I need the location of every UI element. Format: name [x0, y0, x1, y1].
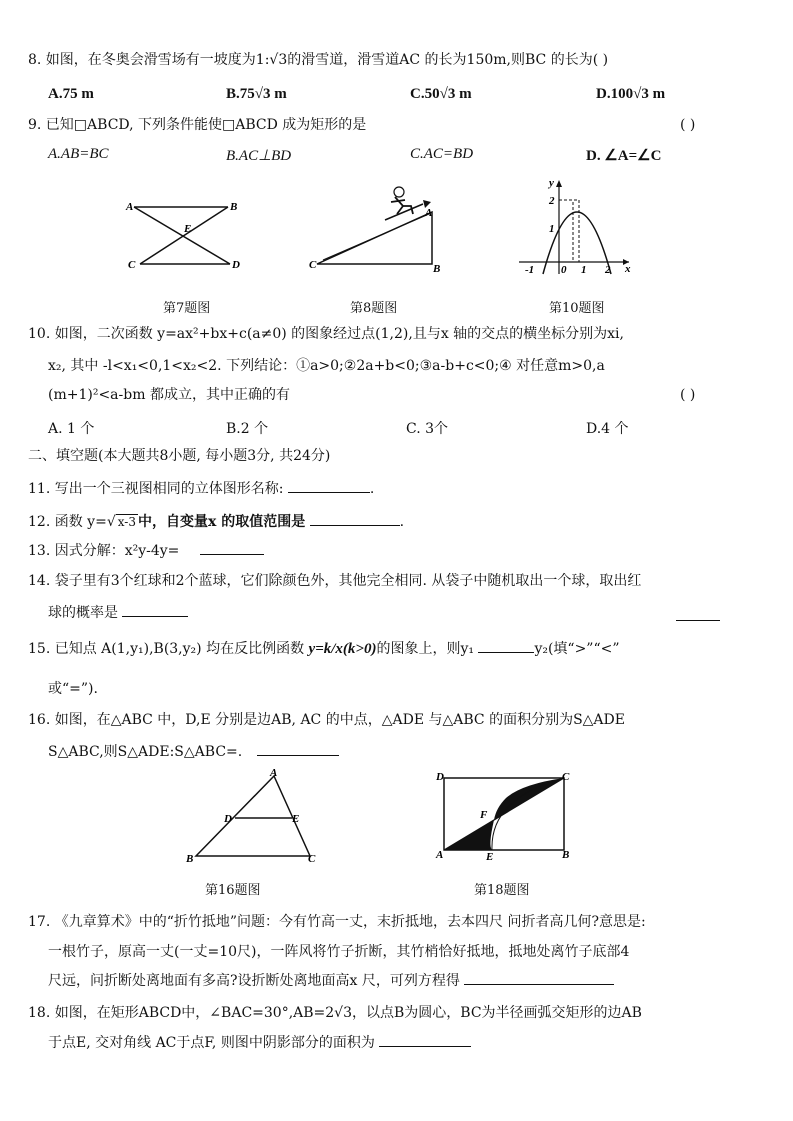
figure-7 — [120, 190, 250, 280]
fig8-label-c: C — [309, 259, 317, 271]
q17-line1: 17. 《九章算术》中的“折竹抵地”问题：今有竹高一丈，末折抵地，去本四尺 问折者高几何?意思是: — [28, 914, 646, 930]
caption-fig16: 第16题图 — [205, 883, 261, 898]
q13-answer-blank[interactable] — [200, 540, 264, 555]
caption-fig18: 第18题图 — [474, 883, 530, 898]
fig10-label-x: x — [625, 263, 631, 275]
q14-line2 — [48, 602, 188, 623]
fig10-label-x2: 2 — [605, 264, 611, 276]
fig10-label-x1: 1 — [581, 264, 587, 276]
figure-16 — [184, 768, 324, 868]
fig10-label-neg1: -1 — [525, 264, 535, 276]
q15-line2: 或“=”). — [48, 681, 98, 697]
q10-line3: (m+1)²<a-bm 都成立，其中正确的有 — [48, 387, 290, 403]
q11-text: 11. 写出一个三视图相同的立体图形名称: — [28, 481, 284, 497]
q16-answer-blank[interactable] — [257, 741, 339, 756]
q14-text: 球的概率是 — [48, 605, 118, 621]
q10-option-c: C. 3个 — [406, 421, 449, 437]
q8-stem: 8. 如图，在冬奥会滑雪场有一坡度为1:√3的滑雪道，滑雪道AC 的长为150m,则BC 的长为( ) — [28, 52, 609, 68]
fig18-label-f: F — [480, 809, 488, 821]
q14-margin-blank — [676, 606, 720, 621]
q17-answer-blank[interactable] — [464, 970, 614, 985]
figure-18 — [432, 768, 582, 864]
q16-line2 — [48, 741, 339, 762]
q15-text-c: y₂(填“>”“<” — [534, 641, 620, 657]
q9-option-b: B.AC⊥BD — [226, 148, 292, 164]
q14-answer-blank[interactable] — [122, 602, 188, 617]
q15-text-b: 的图象上，则y₁ — [376, 641, 474, 657]
q11: 11. 写出一个三视图相同的立体图形名称: . — [28, 478, 374, 499]
caption-fig7: 第7题图 — [163, 301, 211, 316]
q17-line3 — [48, 970, 614, 991]
fig16-label-e: E — [292, 813, 300, 825]
q18-text: 于点E, 交对角线 AC于点F, 则图中阴影部分的面积为 — [48, 1035, 375, 1051]
q15 — [28, 638, 620, 659]
fig16-label-c: C — [308, 853, 316, 865]
caption-fig8: 第8题图 — [350, 301, 398, 316]
q8-option-c: C.50√3 m — [410, 86, 472, 102]
q15-answer-blank[interactable] — [478, 638, 534, 653]
q17-line2: 一根竹子，原高一丈(一丈=10尺)，一阵风将竹子折断，其竹梢恰好抵地，抵地处离竹子底部4 — [48, 944, 630, 960]
fig7-label-a: A — [126, 201, 134, 213]
fig18-label-b: B — [562, 849, 570, 861]
q15-text-a: 15. 已知点 A(1,y₁),B(3,y₂) 均在反比例函数 — [28, 641, 305, 657]
fig7-label-d: D — [232, 259, 240, 271]
q9-option-c: C.AC=BD — [410, 146, 474, 162]
q12-text-a: 12. 函数 y= — [28, 514, 107, 530]
fig7-label-e: E — [184, 223, 192, 235]
fig7-label-c: C — [128, 259, 136, 271]
q10-option-d: D.4 个 — [586, 421, 629, 437]
q9-stem: 9. 已知□ABCD, 下列条件能使□ABCD 成为矩形的是 — [28, 117, 367, 133]
figure-8 — [305, 184, 450, 280]
q13-text: 13. 因式分解：x²y-4y= — [28, 543, 180, 559]
q16-text: S△ABC,则S△ADE:S△ABC=. — [48, 744, 243, 760]
q16-line1: 16. 如图，在△ABC 中，D,E 分别是边AB, AC 的中点，△ADE 与△ABC 的面积分别为S△ADE — [28, 712, 625, 728]
caption-fig10: 第10题图 — [549, 301, 605, 316]
q13 — [28, 540, 264, 561]
fig8-label-b: B — [433, 263, 441, 275]
fig8-label-a: A — [425, 207, 433, 219]
q10-line2: x₂, 其中 -l<x₁<0,1<x₂<2. 下列结论：①a>0;②2a+b<0;③a-b+c<0;④ 对任意m>0,a — [48, 358, 605, 374]
figure-10 — [515, 178, 635, 278]
q10-option-b: B.2 个 — [226, 421, 269, 437]
q18-line1: 18. 如图，在矩形ABCD中，∠BAC=30°,AB=2√3，以点B为圆心，BC为半径画弧交矩形的边AB — [28, 1005, 642, 1021]
section-2-heading: 二、填空题(本大题共8小题, 每小题3分, 共24分) — [28, 448, 331, 464]
q10-line1: 10. 如图，二次函数 y=ax²+bx+c(a≠0) 的图象经过点(1,2),且与x 轴的交点的横坐标分别为xi, — [28, 326, 624, 342]
fig7-label-b: B — [230, 201, 238, 213]
q12-text-b: 中，自变量x 的取值范围是 — [137, 514, 306, 530]
fig18-label-a: A — [436, 849, 444, 861]
q8-option-b: B.75√3 m — [226, 86, 287, 102]
q15-function: y=k/x(k>0) — [308, 641, 377, 657]
fig18-label-d: D — [436, 771, 444, 783]
q9-option-d: D. ∠A=∠C — [586, 148, 662, 164]
q9-option-a: A.AB=BC — [48, 146, 109, 162]
fig18-label-e: E — [486, 851, 494, 863]
fig10-label-1: 1 — [549, 223, 555, 235]
q12-radicand: x-3 — [117, 515, 136, 529]
q11-answer-blank[interactable] — [288, 478, 370, 493]
fig10-label-y: y — [549, 177, 554, 189]
fig16-label-a: A — [270, 767, 278, 779]
q9-paren: ( ) — [680, 117, 696, 133]
q10-paren: ( ) — [680, 387, 696, 403]
fig10-label-2: 2 — [549, 195, 555, 207]
fig18-label-c: C — [562, 771, 570, 783]
q10-option-a: A. 1 个 — [48, 421, 95, 437]
fig16-label-d: D — [224, 813, 232, 825]
sqrt-sign-icon: √ — [106, 514, 116, 530]
fig10-label-0: 0 — [561, 264, 567, 276]
q12: 12. 函数 y=√ x-3 中，自变量x 的取值范围是 . — [28, 511, 404, 532]
q18-line2 — [48, 1032, 471, 1053]
fig16-label-b: B — [186, 853, 194, 865]
q12-answer-blank[interactable] — [310, 511, 400, 526]
q8-option-d: D.100√3 m — [596, 86, 666, 102]
q18-answer-blank[interactable] — [379, 1032, 471, 1047]
q17-text: 尺远，问折断处离地面有多高?设折断处离地面高x 尺，可列方程得 — [48, 973, 460, 989]
q14-line1: 14. 袋子里有3个红球和2个蓝球，它们除颜色外，其他完全相同. 从袋子中随机取出一个球，取出红 — [28, 573, 642, 589]
q8-option-a: A.75 m — [48, 86, 94, 102]
